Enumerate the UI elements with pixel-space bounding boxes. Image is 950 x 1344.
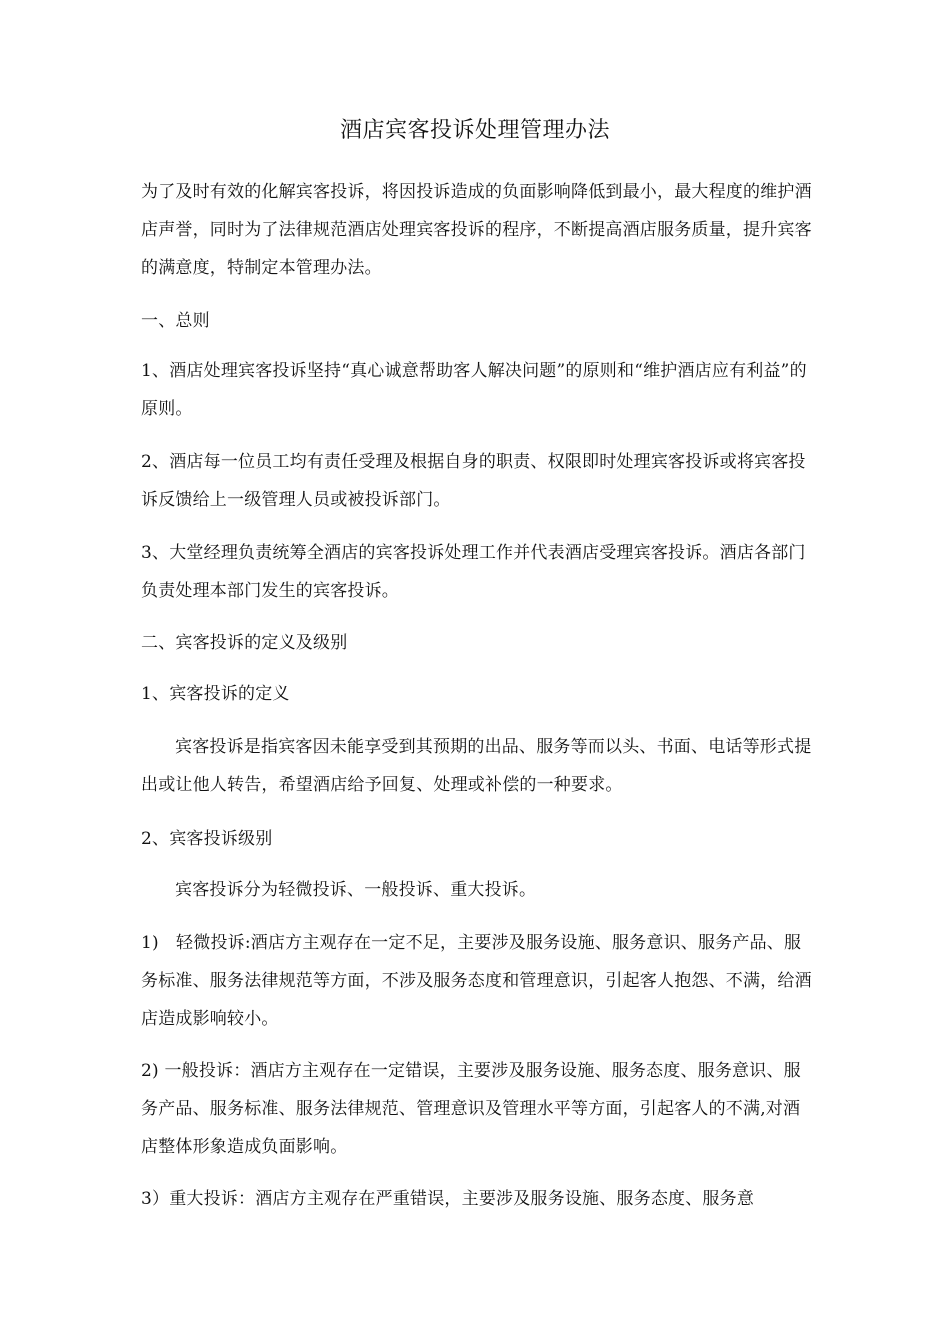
general-rule-3: 3、大堂经理负责统筹全酒店的宾客投诉处理工作并代表酒店受理宾客投诉。酒店各部门负责处理本部门发生的宾客投诉。	[141, 543, 806, 601]
definition-paragraph: 宾客投诉是指宾客因未能享受到其预期的出品、服务等而以头、书面、电话等形式提出或让他人转告，希望酒店给予回复、处理或补偿的一种要求。	[141, 737, 812, 795]
levels-summary: 宾客投诉分为轻微投诉、一般投诉、重大投诉。	[175, 880, 537, 900]
subheading-definition: 1、宾客投诉的定义	[141, 684, 290, 704]
general-rule-2: 2、酒店每一位员工均有责任受理及根据自身的职责、权限即时处理宾客投诉或将宾客投诉反馈给上一级管理人员或被投诉部门。	[141, 452, 806, 510]
level-general: 2) 一般投诉：酒店方主观存在一定错误，主要涉及服务设施、服务态度、服务意识、服务产品、服务标准、服务法律规范、管理意识及管理水平等方面，引起客人的不满,对酒店整体形象造成负面影响。	[141, 1061, 801, 1157]
general-rule-1: 1、酒店处理宾客投诉坚持“真心诚意帮助客人解决问题”的原则和“维护酒店应有利益”的原则。	[141, 361, 807, 419]
level-minor: 1) 轻微投诉:酒店方主观存在一定不足，主要涉及服务设施、服务意识、服务产品、服务标准、服务法律规范等方面，不涉及服务态度和管理意识，引起客人抱怨、不满，给酒店造成影响较小。	[141, 933, 812, 1029]
level-major: 3）重大投诉：酒店方主观存在严重错误，主要涉及服务设施、服务态度、服务意	[141, 1189, 755, 1209]
subheading-levels: 2、宾客投诉级别	[141, 829, 273, 849]
section-heading-general: 一、总则	[141, 311, 210, 331]
intro-paragraph: 为了及时有效的化解宾客投诉，将因投诉造成的负面影响降低到最小，最大程度的维护酒店声誉，同时为了法律规范酒店处理宾客投诉的程序，不断提高酒店服务质量，提升宾客的满意度，特制定本管理办法。	[141, 182, 812, 278]
document-title: 酒店宾客投诉处理管理办法	[339, 118, 610, 143]
section-heading-definition: 二、宾客投诉的定义及级别	[141, 633, 348, 653]
